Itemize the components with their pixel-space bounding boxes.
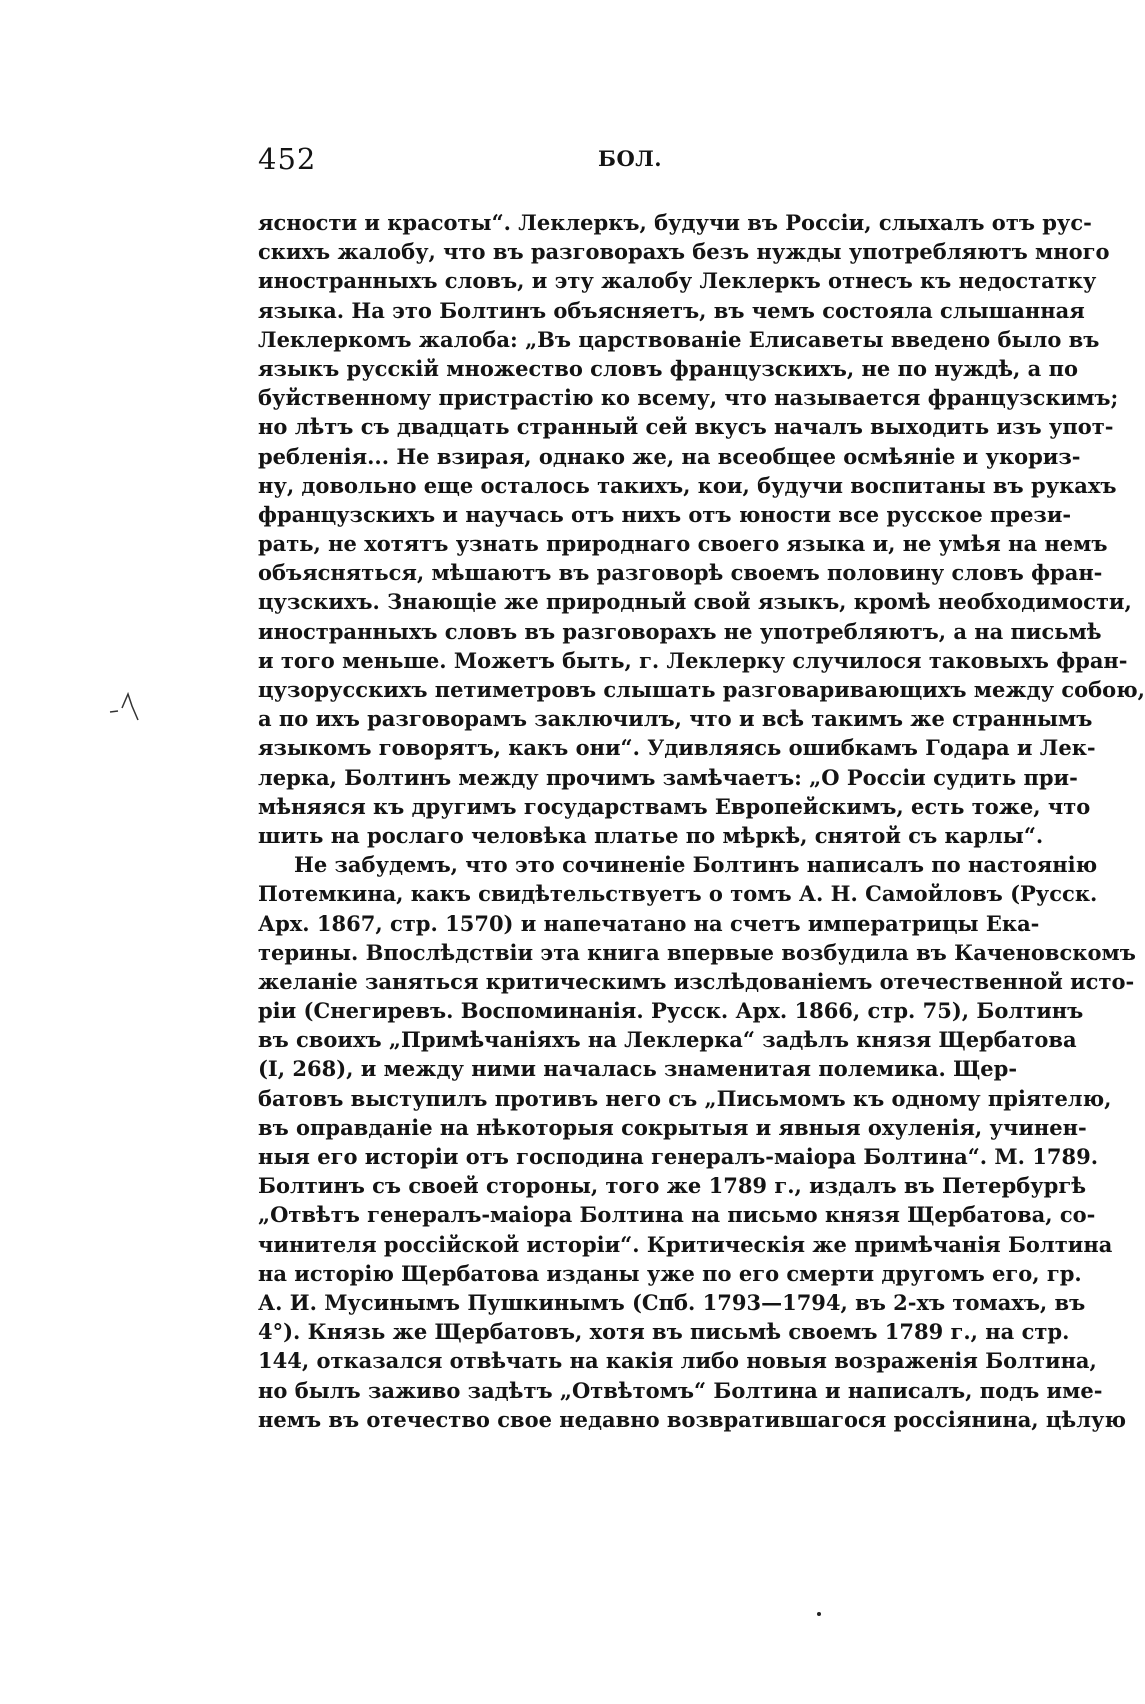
text-line: батовъ выступилъ противъ него съ „Письмомъ къ одному пріятелю, [258,1085,1112,1111]
text-line: рать, не хотятъ узнать природнаго своего языка и, не умѣя на немъ [258,531,1108,557]
text-line: Болтинъ съ своей стороны, того же 1789 г., издалъ въ Петербургѣ [258,1173,1086,1199]
text-line: въ своихъ „Примѣчаніяхъ на Леклерка“ задѣлъ князя Щербатова [258,1027,1077,1053]
text-line: шить на рослаго человѣка платье по мѣркѣ, снятой съ карлы“. [258,822,1044,848]
text-line: но лѣтъ съ двадцать странный сей вкусъ началъ выходить изъ упот- [258,414,1114,440]
text-line: языкомъ говорятъ, какъ они“. Удивляясь ошибкамъ Годара и Лек- [258,735,1096,761]
ink-speck [817,1612,821,1616]
text-line: а по ихъ разговорамъ заключилъ, что и всѣ такимъ же страннымъ [258,706,1093,732]
body-text [258,208,1145,1434]
text-line: „Отвѣтъ генералъ-маіора Болтина на письмо князя Щербатова, со- [258,1202,1096,1228]
running-head: БОЛ. [598,146,663,171]
text-line: терины. Впослѣдствіи эта книга впервые возбудила въ Каченовскомъ [258,939,1136,965]
page-number: 452 [258,142,317,176]
text-line: ныя его исторіи отъ господина генералъ-маіора Болтина“. М. 1789. [258,1144,1099,1169]
text-line: желаніе заняться критическимъ изслѣдованіемъ отечественной исто- [258,968,1135,994]
text-line: Арх. 1867, стр. 1570) и напечатано на счетъ императрицы Ека- [258,910,1040,936]
text-line: на исторію Щербатова изданы уже по его смерти другомъ его, гр. [258,1260,1082,1286]
text-line: иностранныхъ словъ въ разговорахъ не употребляютъ, а на письмѣ [258,618,1102,644]
text-line: иностранныхъ словъ, и эту жалобу Леклеркъ отнесъ къ недостатку [258,268,1097,294]
text-line: языка. На это Болтинъ объясняетъ, въ чемъ состояла слышанная [258,297,1085,323]
text-line: 4°). Князь же Щербатовъ, хотя въ письмѣ своемъ 1789 г., на стр. [258,1319,1070,1345]
text-line: но былъ заживо задѣтъ „Отвѣтомъ“ Болтина и написалъ, подъ име- [258,1377,1103,1403]
text-line: ну, довольно еще осталось такихъ, кои, будучи воспитаны въ рукахъ [258,472,1117,498]
text-line: мѣняяся къ другимъ государствамъ Европейскимъ, есть тоже, что [258,793,1091,819]
text-line: Потемкина, какъ свидѣтельствуетъ о томъ А. Н. Самойловъ (Русск. [258,881,1098,907]
margin-pencil-mark [108,690,154,726]
text-line: ріи (Снегиревъ. Воспоминанія. Русск. Арх. 1866, стр. 75), Болтинъ [258,998,1084,1024]
text-line: немъ въ отечество свое недавно возвратившагося россіянина, цѣлую [258,1406,1126,1432]
text-line: скихъ жалобу, что въ разговорахъ безъ нужды употребляютъ много [258,239,1110,265]
text-line: въ оправданіе на нѣкоторыя сокрытыя и явныя охуленія, учинен- [258,1114,1087,1140]
text-line: языкъ русскій множество словъ французскихъ, не по нуждѣ, а по [258,355,1078,381]
text-line: цузскихъ. Знающіе же природный свой языкъ, кромѣ необходимости, [258,589,1132,615]
text-line: французскихъ и научась отъ нихъ отъ юности все русское прези- [258,501,1072,527]
text-line: лерка, Болтинъ между прочимъ замѣчаетъ: „О Россіи судить при- [258,764,1078,790]
text-line: (I, 268), и между ними началась знаменитая полемика. Щер- [258,1056,1018,1082]
text-line: буйственному пристрастію ко всему, что называется французскимъ; [258,385,1119,411]
text-line: Леклеркомъ жалоба: „Въ царствованіе Елисаветы введено было въ [258,326,1100,352]
text-line: объясняться, мѣшаютъ въ разговорѣ своемъ половину словъ фран- [258,560,1103,586]
paragraph-first-line: Не забудемъ, что это сочиненіе Болтинъ написалъ по настоянію [294,852,1098,878]
text-line: ребленія... Не взирая, однако же, на всеобщее осмѣяніе и укориз- [258,443,1081,469]
text-line: А. И. Мусинымъ Пушкинымъ (Спб. 1793—1794, въ 2-хъ томахъ, въ [258,1289,1086,1315]
text-line: и того меньше. Можетъ быть, г. Леклерку случилося таковыхъ фран- [258,647,1128,673]
text-line: чинителя россійской исторіи“. Критическія же примѣчанія Болтина [258,1231,1113,1257]
text-line: ясности и красоты“. Леклеркъ, будучи въ Россіи, слыхалъ отъ рус- [258,210,1092,235]
text-line: цузорусскихъ петиметровъ слышать разговаривающихъ между собою, [258,677,1145,702]
text-line: 144, отказался отвѣчать на какія либо новыя возраженія Болтина, [258,1348,1097,1374]
